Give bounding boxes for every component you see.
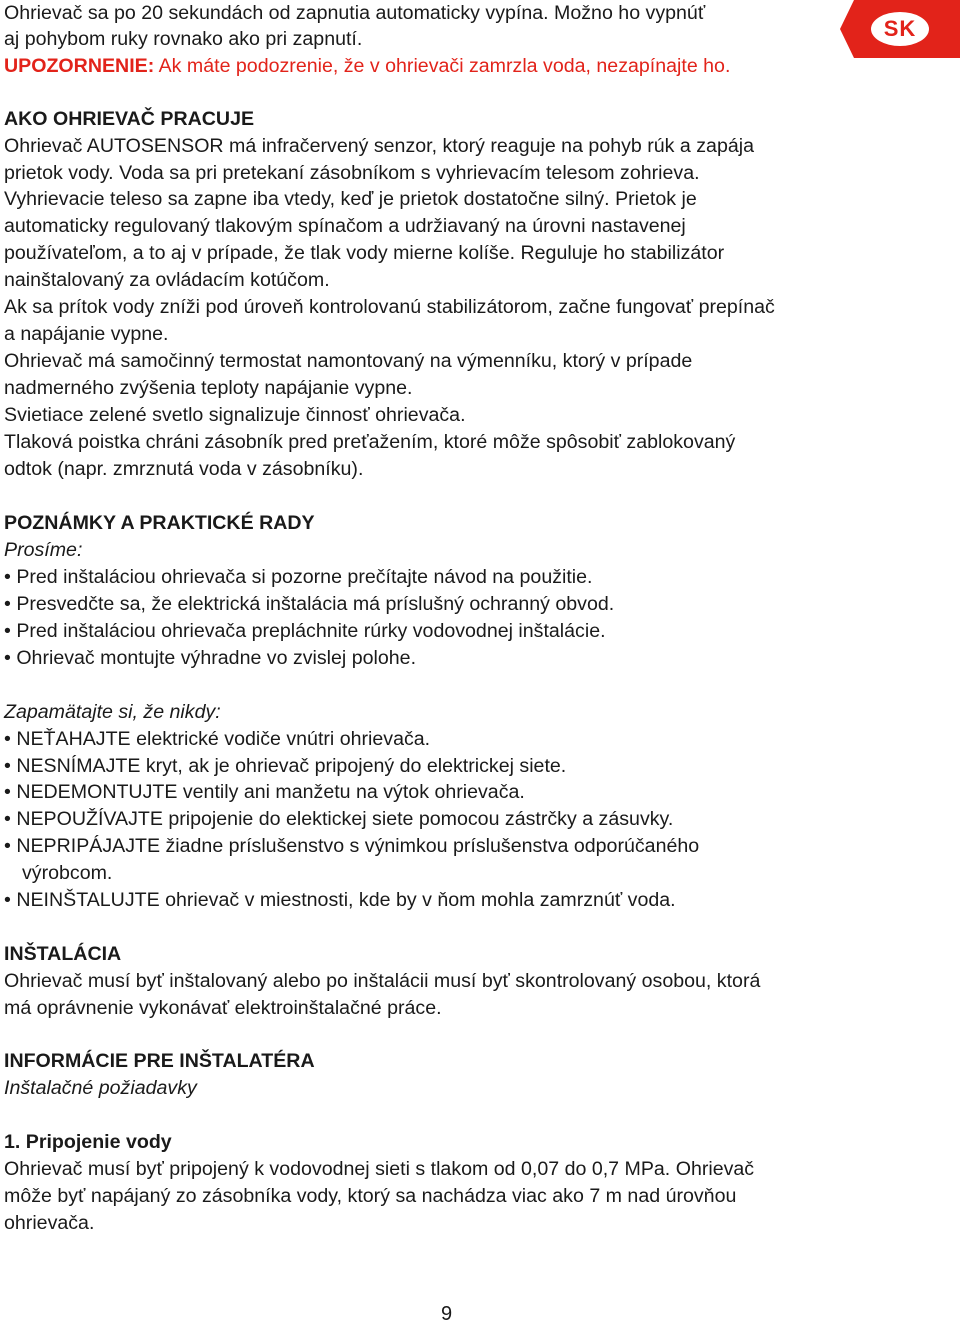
section-title-installer: INFORMÁCIE PRE INŠTALATÉRA [4,1050,315,1072]
never-label: Zapamätajte si, že nikdy: [4,701,221,723]
list-item: • Pred inštaláciou ohrievača prepláchnite rúrky vodovodnej inštalácie. [4,618,606,644]
intro-line: aj pohybom ruky rovnako ako pri zapnutí. [4,28,363,50]
list-item: • Pred inštaláciou ohrievača si pozorne prečítajte návod na použitie. [4,564,593,590]
list-item: • Presvedčte sa, že elektrická inštalácia má príslušný ochranný obvod. [4,591,614,617]
list-item-continuation: výrobcom. [22,862,113,884]
intro-line: Ohrievač sa po 20 sekundách od zapnutia automaticky vypína. Možno ho vypnúť [4,2,706,24]
list-item: • NESNÍMAJTE kryt, ak je ohrievač pripojený do elektrickej siete. [4,753,566,779]
language-badge [840,0,960,58]
section-subtitle: Inštalačné požiadavky [4,1077,197,1099]
paragraph-line: nadmerného zvýšenia teploty napájanie vypne. [4,377,413,399]
paragraph-line: Tlaková poistka chráni zásobník pred preťažením, ktoré môže spôsobiť zablokovaný [4,431,736,453]
list-item: • NEPOUŽÍVAJTE pripojenie do elektickej siete pomocou zástrčky a zásuvky. [4,806,673,832]
paragraph-line: používateľom, a to aj v prípade, že tlak vody mierne kolíše. Reguluje ho stabilizátor [4,242,725,264]
badge-label: SK [871,12,929,46]
warning-line [4,53,730,79]
paragraph-line: odtok (napr. zmrznutá voda v zásobníku). [4,458,364,480]
section-title-working: AKO OHRIEVAČ PRACUJE [4,108,255,130]
list-item: • Ohrievač montujte výhradne vo zvislej polohe. [4,645,416,671]
paragraph-line: automaticky regulovaný tlakovým spínačom a udržiavaný na úrovni nastavenej [4,215,686,237]
paragraph-line: ohrievača. [4,1212,95,1234]
subsection-title: 1. Pripojenie vody [4,1131,172,1153]
section-title-notes: POZNÁMKY A PRAKTICKÉ RADY [4,512,315,534]
paragraph-line: prietok vody. Voda sa pri pretekaní zásobníkom s vyhrievacím telesom zohrieva. [4,162,700,184]
page-number: 9 [440,1303,453,1325]
paragraph-line: a napájanie vypne. [4,323,169,345]
paragraph-line: Ohrievač AUTOSENSOR má infračervený senzor, ktorý reaguje na pohyb rúk a zapája [4,135,754,157]
paragraph-line: nainštalovaný za ovládacím kotúčom. [4,269,330,291]
paragraph-line: Ohrievač musí byť inštalovaný alebo po inštalácii musí byť skontrolovaný osobou, ktorá [4,970,761,992]
paragraph-line: Svietiace zelené svetlo signalizuje činnosť ohrievača. [4,404,466,426]
list-item: • NEŤAHAJTE elektrické vodiče vnútri ohrievača. [4,726,430,752]
paragraph-line: má oprávnenie vykonávať elektroinštalačné práce. [4,997,442,1019]
list-item: • NEPRIPÁJAJTE žiadne príslušenstvo s výnimkou príslušenstva odporúčaného [4,833,699,859]
paragraph-line: Ak sa prítok vody zníži pod úroveň kontrolovanú stabilizátorom, začne fungovať prepínač [4,296,775,318]
please-label: Prosíme: [4,539,83,561]
paragraph-line: Vyhrievacie teleso sa zapne iba vtedy, keď je prietok dostatočne silný. Prietok je [4,188,697,210]
paragraph-line: Ohrievač má samočinný termostat namontovaný na výmenníku, ktorý v prípade [4,350,693,372]
warning-label: UPOZORNENIE: [4,55,155,77]
paragraph-line: Ohrievač musí byť pripojený k vodovodnej sieti s tlakom od 0,07 do 0,7 MPa. Ohrievač [4,1158,755,1180]
warning-text: Ak máte podozrenie, že v ohrievači zamrzla voda, nezapínajte ho. [154,55,731,77]
paragraph-line: môže byť napájaný zo zásobníka vody, ktorý sa nachádza viac ako 7 m nad úrovňou [4,1185,737,1207]
section-title-install: INŠTALÁCIA [4,943,122,965]
list-item: • NEINŠTALUJTE ohrievač v miestnosti, kde by v ňom mohla zamrznúť voda. [4,887,676,913]
list-item: • NEDEMONTUJTE ventily ani manžetu na výtok ohrievača. [4,779,525,805]
